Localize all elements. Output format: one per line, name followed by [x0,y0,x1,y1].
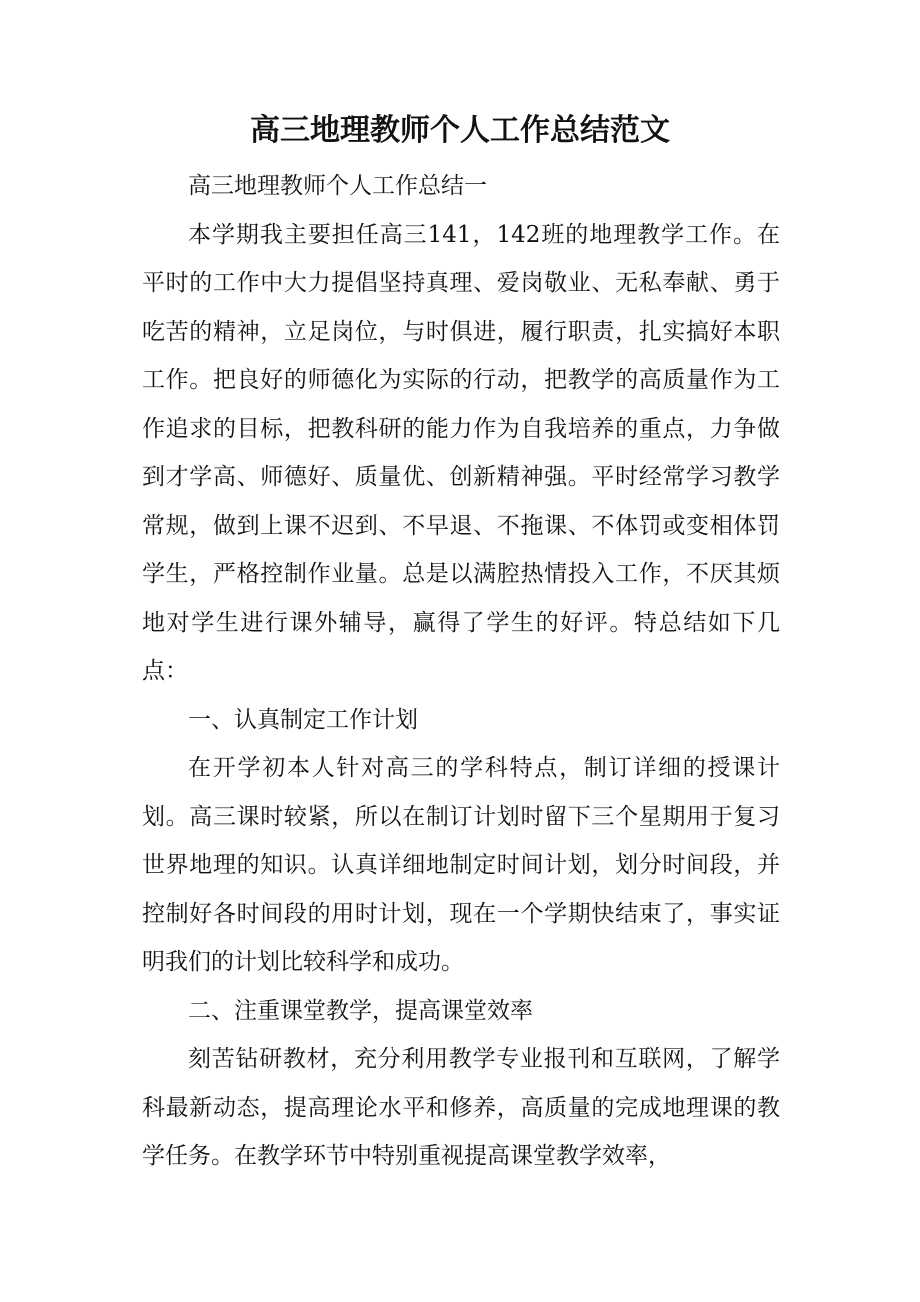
section-heading-plan: 一、认真制定工作计划 [188,706,418,733]
paragraph-classroom: 刻苦钻研教材，充分利用教学专业报刊和互联网，了解学科最新动态，提高理论水平和修养，高质量的完成地理课的教学任务。在教学环节中特别重视提高课堂教学效率， [142,1046,780,1169]
paragraph-intro: 本学期我主要担任高三141，142班的地理教学工作。在平时的工作中大力提倡坚持真理、爱岗敬业、无私奉献、勇于吃苦的精神，立足岗位，与时俱进，履行职责，扎实搞好本职工作。把良好的师德化为实际的行动，把教学的高质量作为工作追求的目标，把教科研的能力作为自我培养的重点，力争做到才学高、师德好、质量优、创新精神强。平时经常学习教学常规，做到上课不迟到、不早退、不拖课、不体罚或变相体罚学生，严格控制作业量。总是以满腔热情投入工作，不厌其烦地对学生进行课外辅导，赢得了学生的好评。特总结如下几点： [142,221,780,684]
document-title: 高三地理教师个人工作总结范文 [250,113,670,148]
section-subtitle: 高三地理教师个人工作总结一 [188,173,487,199]
paragraph-plan: 在开学初本人针对高三的学科特点，制订详细的授课计划。高三课时较紧，所以在制订计划时留下三个星期用于复习世界地理的知识。认真详细地制定时间计划，划分时间段，并控制好各时间段的用时计划，现在一个学期快结束了，事实证明我们的计划比较科学和成功。 [142,755,780,975]
section-heading-classroom: 二、注重课堂教学，提高课堂效率 [188,997,533,1024]
document-body [142,162,780,1181]
